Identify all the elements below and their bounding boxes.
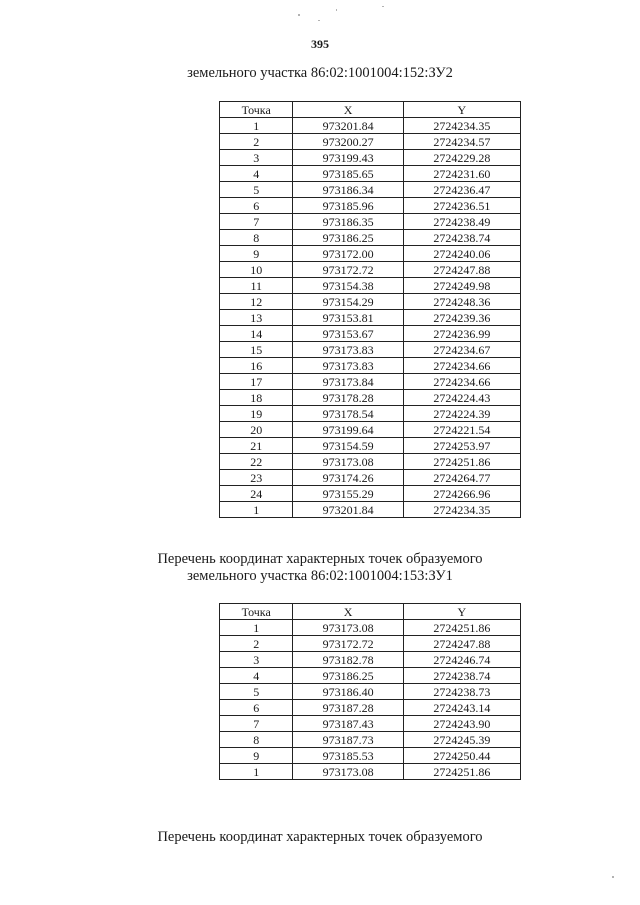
section3-heading-line1: Перечень координат характерных точек образуемого <box>157 829 483 845</box>
cell-x: 973185.53 <box>293 748 403 764</box>
table-row <box>220 230 521 246</box>
scan-speck <box>336 9 337 11</box>
table-row <box>220 652 521 668</box>
cell-x: 973199.43 <box>293 150 403 166</box>
cell-point: 20 <box>220 422 293 438</box>
cell-point: 18 <box>220 390 293 406</box>
cell-point: 24 <box>220 486 293 502</box>
table-row <box>220 620 521 636</box>
cell-x: 973199.64 <box>293 422 403 438</box>
section1-heading <box>0 65 640 82</box>
table-row <box>220 732 521 748</box>
column-header-point: Точка <box>220 102 293 118</box>
cell-x: 973186.35 <box>293 214 403 230</box>
cell-point: 9 <box>220 246 293 262</box>
cell-x: 973187.43 <box>293 716 403 732</box>
cell-point: 8 <box>220 732 293 748</box>
table-row <box>220 422 521 438</box>
table-row <box>220 636 521 652</box>
cell-y: 2724247.88 <box>403 636 520 652</box>
column-header-point: Точка <box>220 604 293 620</box>
table-row <box>220 166 521 182</box>
table-row <box>220 700 521 716</box>
cell-y: 2724238.74 <box>403 230 520 246</box>
table-row <box>220 454 521 470</box>
cell-y: 2724234.66 <box>403 358 520 374</box>
cell-x: 973173.83 <box>293 342 403 358</box>
cell-point: 11 <box>220 278 293 294</box>
cell-y: 2724238.49 <box>403 214 520 230</box>
section2-heading-line2: земельного участка 86:02:1001004:153:ЗУ1 <box>187 568 453 584</box>
cell-point: 7 <box>220 214 293 230</box>
cell-x: 973187.73 <box>293 732 403 748</box>
cell-y: 2724243.14 <box>403 700 520 716</box>
cell-point: 12 <box>220 294 293 310</box>
cell-x: 973186.25 <box>293 668 403 684</box>
cell-point: 3 <box>220 150 293 166</box>
table-row <box>220 358 521 374</box>
cell-y: 2724229.28 <box>403 150 520 166</box>
cell-x: 973186.40 <box>293 684 403 700</box>
table-row <box>220 502 521 518</box>
cell-x: 973155.29 <box>293 486 403 502</box>
cell-x: 973172.00 <box>293 246 403 262</box>
cell-x: 973185.96 <box>293 198 403 214</box>
cell-x: 973178.28 <box>293 390 403 406</box>
cell-point: 6 <box>220 198 293 214</box>
table-row <box>220 486 521 502</box>
cell-x: 973173.08 <box>293 454 403 470</box>
table-row <box>220 294 521 310</box>
cell-y: 2724250.44 <box>403 748 520 764</box>
cell-x: 973186.25 <box>293 230 403 246</box>
cell-point: 9 <box>220 748 293 764</box>
cell-point: 6 <box>220 700 293 716</box>
cell-point: 23 <box>220 470 293 486</box>
cell-x: 973201.84 <box>293 118 403 134</box>
cell-x: 973154.38 <box>293 278 403 294</box>
table-row <box>220 764 521 780</box>
cell-x: 973173.83 <box>293 358 403 374</box>
cell-x: 973174.26 <box>293 470 403 486</box>
cell-point: 5 <box>220 684 293 700</box>
table-row <box>220 198 521 214</box>
cell-y: 2724234.57 <box>403 134 520 150</box>
section2-heading-line1: Перечень координат характерных точек образуемого <box>157 551 483 567</box>
table-header-row <box>220 604 521 620</box>
cell-x: 973173.84 <box>293 374 403 390</box>
table-row <box>220 470 521 486</box>
cell-x: 973154.29 <box>293 294 403 310</box>
cell-y: 2724234.35 <box>403 118 520 134</box>
cell-y: 2724251.86 <box>403 764 520 780</box>
cell-y: 2724247.88 <box>403 262 520 278</box>
cell-x: 973182.78 <box>293 652 403 668</box>
cell-point: 16 <box>220 358 293 374</box>
cell-y: 2724234.67 <box>403 342 520 358</box>
cell-point: 4 <box>220 668 293 684</box>
cell-point: 14 <box>220 326 293 342</box>
cell-point: 8 <box>220 230 293 246</box>
cell-x: 973178.54 <box>293 406 403 422</box>
cell-y: 2724234.35 <box>403 502 520 518</box>
table-row <box>220 374 521 390</box>
cell-y: 2724251.86 <box>403 620 520 636</box>
column-header-x: X <box>293 102 403 118</box>
table-header-row <box>220 102 521 118</box>
cell-y: 2724238.74 <box>403 668 520 684</box>
cell-y: 2724238.73 <box>403 684 520 700</box>
cell-y: 2724224.43 <box>403 390 520 406</box>
cell-x: 973153.67 <box>293 326 403 342</box>
cell-point: 13 <box>220 310 293 326</box>
coordinates-table-zu2 <box>219 101 521 518</box>
cell-y: 2724249.98 <box>403 278 520 294</box>
column-header-y: Y <box>403 604 520 620</box>
coordinates-table-zu1 <box>219 603 521 780</box>
section3-heading <box>0 829 640 846</box>
cell-y: 2724234.66 <box>403 374 520 390</box>
cell-point: 19 <box>220 406 293 422</box>
cell-point: 1 <box>220 764 293 780</box>
cell-point: 10 <box>220 262 293 278</box>
table-row <box>220 262 521 278</box>
table-row <box>220 134 521 150</box>
cell-y: 2724236.99 <box>403 326 520 342</box>
cell-y: 2724240.06 <box>403 246 520 262</box>
scan-speck <box>318 20 320 21</box>
cell-x: 973187.28 <box>293 700 403 716</box>
cell-y: 2724231.60 <box>403 166 520 182</box>
column-header-y: Y <box>403 102 520 118</box>
table-row <box>220 278 521 294</box>
cell-x: 973172.72 <box>293 636 403 652</box>
cell-y: 2724266.96 <box>403 486 520 502</box>
cell-point: 21 <box>220 438 293 454</box>
cell-y: 2724236.47 <box>403 182 520 198</box>
section1-heading-line2: земельного участка 86:02:1001004:152:ЗУ2 <box>187 65 453 81</box>
cell-x: 973200.27 <box>293 134 403 150</box>
section2-heading <box>0 551 640 585</box>
cell-x: 973173.08 <box>293 620 403 636</box>
column-header-x: X <box>293 604 403 620</box>
cell-point: 5 <box>220 182 293 198</box>
cell-point: 2 <box>220 636 293 652</box>
table-row <box>220 438 521 454</box>
cell-x: 973153.81 <box>293 310 403 326</box>
cell-y: 2724245.39 <box>403 732 520 748</box>
cell-point: 4 <box>220 166 293 182</box>
cell-point: 1 <box>220 502 293 518</box>
table-row <box>220 310 521 326</box>
scan-speck <box>382 6 384 7</box>
cell-point: 22 <box>220 454 293 470</box>
cell-x: 973173.08 <box>293 764 403 780</box>
table-row <box>220 214 521 230</box>
table-row <box>220 716 521 732</box>
scan-speck <box>298 14 300 16</box>
cell-point: 17 <box>220 374 293 390</box>
cell-y: 2724236.51 <box>403 198 520 214</box>
cell-x: 973172.72 <box>293 262 403 278</box>
cell-point: 1 <box>220 620 293 636</box>
cell-x: 973201.84 <box>293 502 403 518</box>
cell-y: 2724246.74 <box>403 652 520 668</box>
cell-point: 1 <box>220 118 293 134</box>
table-row <box>220 684 521 700</box>
page-number: 395 <box>311 37 329 51</box>
cell-y: 2724239.36 <box>403 310 520 326</box>
cell-x: 973154.59 <box>293 438 403 454</box>
cell-point: 7 <box>220 716 293 732</box>
table-row <box>220 118 521 134</box>
cell-y: 2724248.36 <box>403 294 520 310</box>
cell-y: 2724221.54 <box>403 422 520 438</box>
table-row <box>220 246 521 262</box>
cell-point: 3 <box>220 652 293 668</box>
table-row <box>220 406 521 422</box>
cell-x: 973185.65 <box>293 166 403 182</box>
cell-point: 15 <box>220 342 293 358</box>
cell-y: 2724253.97 <box>403 438 520 454</box>
table-row <box>220 748 521 764</box>
table-row <box>220 668 521 684</box>
cell-point: 2 <box>220 134 293 150</box>
cell-x: 973186.34 <box>293 182 403 198</box>
table-row <box>220 150 521 166</box>
cell-y: 2724224.39 <box>403 406 520 422</box>
scan-speck <box>612 876 614 878</box>
cell-y: 2724264.77 <box>403 470 520 486</box>
table-row <box>220 342 521 358</box>
table-row <box>220 390 521 406</box>
table-row <box>220 326 521 342</box>
cell-y: 2724251.86 <box>403 454 520 470</box>
table-row <box>220 182 521 198</box>
cell-y: 2724243.90 <box>403 716 520 732</box>
